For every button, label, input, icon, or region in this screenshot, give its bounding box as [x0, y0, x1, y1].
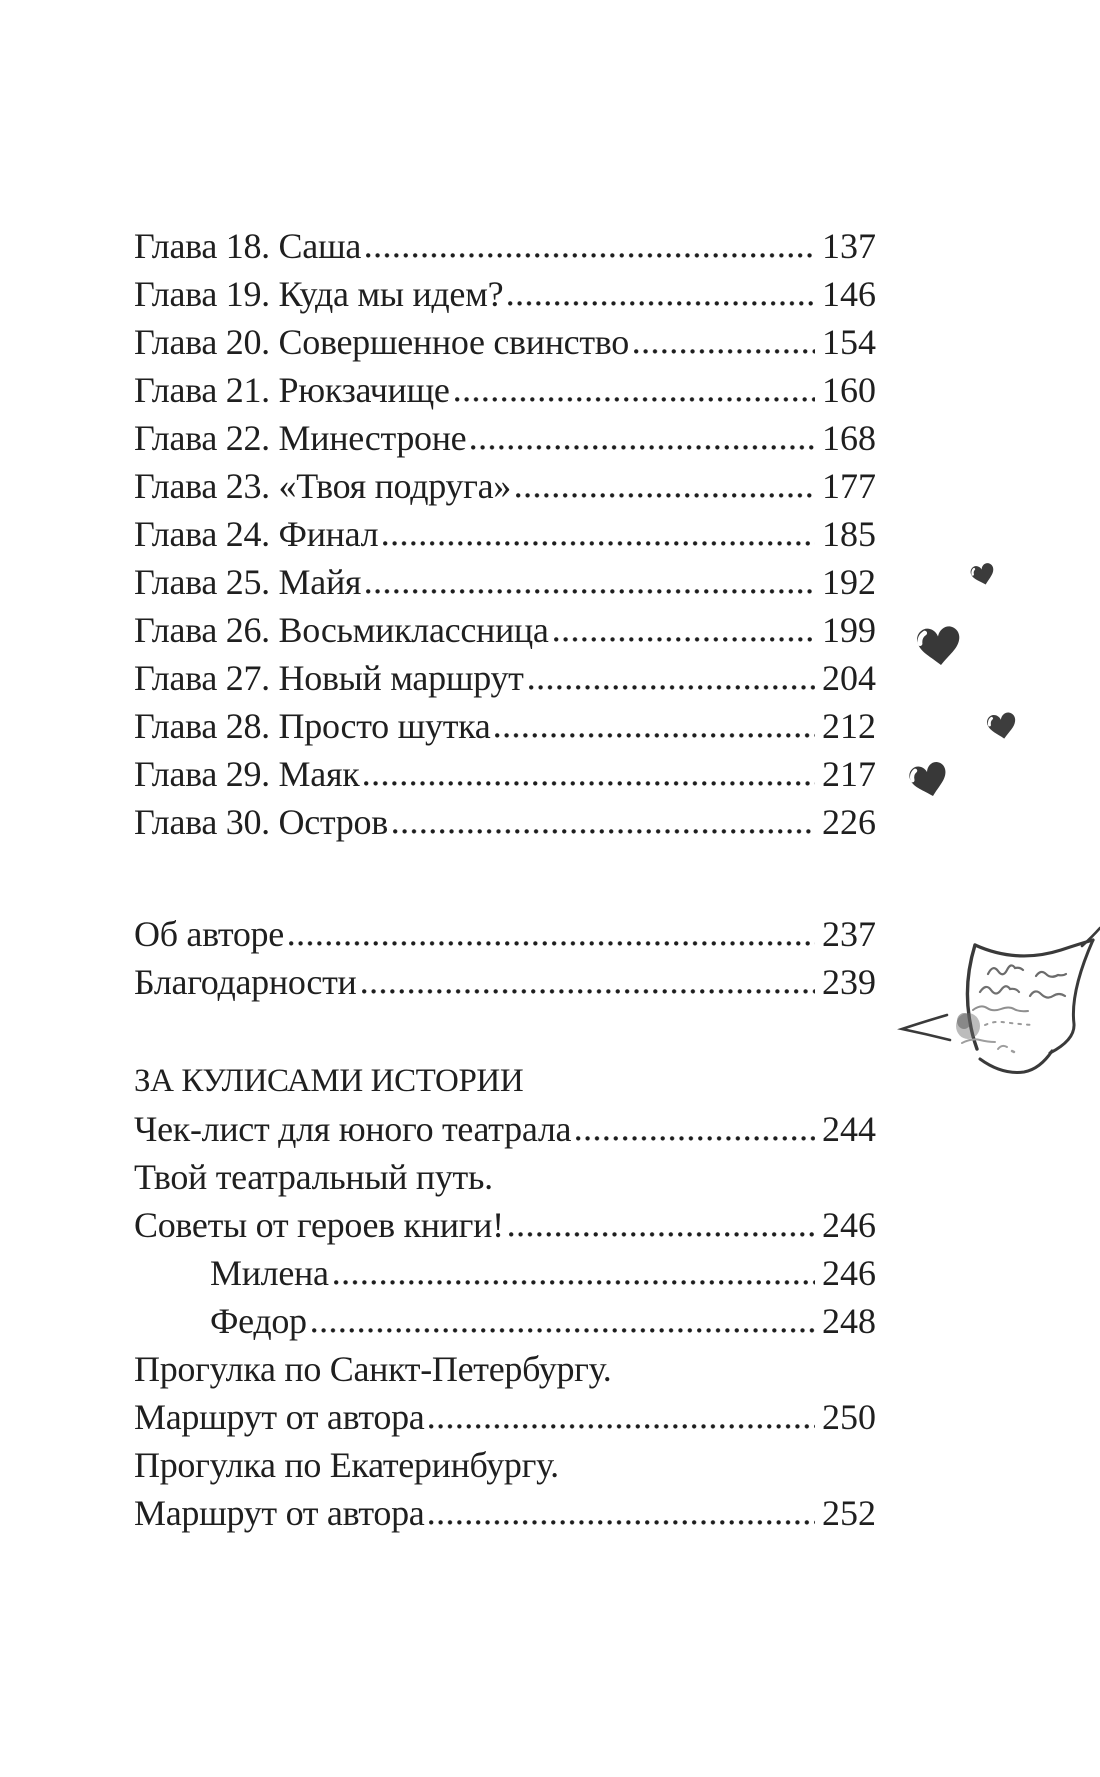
toc-entry — [134, 1105, 876, 1153]
toc-page-number: 204 — [822, 658, 876, 698]
toc-entry — [134, 958, 876, 1006]
toc-entry-label: Твой театральный путь. — [134, 1157, 493, 1197]
toc-entry-label: Федор — [210, 1301, 307, 1341]
toc-page-number: 252 — [822, 1493, 876, 1533]
toc-entry-label: Глава 20. Совершенное свинство — [134, 322, 629, 362]
heart-doodle-icon — [967, 559, 999, 590]
toc-entry — [134, 1345, 876, 1393]
toc-page-number: 177 — [822, 466, 876, 506]
toc-entry — [134, 318, 876, 366]
toc-entry-label: Маршрут от автора — [134, 1493, 425, 1533]
toc-leader-dots — [393, 829, 815, 834]
toc-entry-label: Глава 18. Саша — [134, 226, 362, 266]
toc-entry — [134, 606, 876, 654]
toc-page-number: 185 — [822, 514, 876, 554]
toc-entry-label: Советы от героев книги! — [134, 1205, 504, 1245]
toc-page-number: 212 — [822, 706, 876, 746]
toc-leader-dots — [529, 685, 815, 690]
toc-leader-dots — [366, 589, 815, 594]
toc-leader-dots — [429, 1424, 815, 1429]
toc-entry — [134, 222, 876, 270]
toc-page-number: 246 — [822, 1253, 876, 1293]
toc-entry-label: Глава 22. Минестроне — [134, 418, 467, 458]
toc-section-chapters — [134, 222, 876, 846]
toc-entry-label: Благодарности — [134, 962, 357, 1002]
toc-entry — [134, 1201, 876, 1249]
toc-page-number: 244 — [822, 1109, 876, 1149]
toc-page-number: 246 — [822, 1205, 876, 1245]
toc-entry-label: Чек-лист для юного театрала — [134, 1109, 572, 1149]
toc-entry — [134, 558, 876, 606]
toc-entry-label: Глава 26. Восьмиклассница — [134, 610, 549, 650]
toc-leader-dots — [362, 989, 815, 994]
toc-entry-label: Об авторе — [134, 914, 284, 954]
toc-leader-dots — [289, 941, 815, 946]
toc-entry — [134, 798, 876, 846]
paper-note-doodle — [878, 912, 1100, 1084]
toc-entry — [134, 1393, 876, 1441]
section-heading — [134, 1057, 876, 1105]
toc-page-number: 248 — [822, 1301, 876, 1341]
toc-leader-dots — [366, 253, 815, 258]
toc-page-number: 250 — [822, 1397, 876, 1437]
toc-entry-label: Глава 27. Новый маршрут — [134, 658, 524, 698]
toc-leader-dots — [312, 1328, 815, 1333]
toc-entry — [134, 1441, 876, 1489]
heart-doodle-icon — [903, 756, 955, 804]
toc-page-number: 168 — [822, 418, 876, 458]
toc-leader-dots — [364, 781, 815, 786]
toc-entry — [134, 510, 876, 558]
toc-section-backstage — [134, 1057, 876, 1537]
heart-doodle-icon — [913, 622, 965, 671]
toc-leader-dots — [495, 733, 815, 738]
toc-page-number: 217 — [822, 754, 876, 794]
toc-entry-label: Глава 21. Рюкзачище — [134, 370, 450, 410]
toc-entry — [134, 910, 876, 958]
toc-entry-label: Маршрут от автора — [134, 1397, 425, 1437]
toc-entry-label: Милена — [210, 1253, 329, 1293]
toc-entry — [134, 1297, 876, 1345]
toc-entry — [134, 414, 876, 462]
toc-leader-dots — [554, 637, 815, 642]
toc-leader-dots — [429, 1520, 815, 1525]
toc-entry-label: Прогулка по Санкт-Петербургу. — [134, 1349, 612, 1389]
toc-page-number: 160 — [822, 370, 876, 410]
section-heading-label: ЗА КУЛИСАМИ ИСТОРИИ — [134, 1063, 524, 1099]
toc-page-number: 239 — [822, 962, 876, 1002]
toc-leader-dots — [471, 445, 815, 450]
toc-entry-label: Глава 19. Куда мы идем? — [134, 274, 504, 314]
toc-leader-dots — [383, 541, 815, 546]
toc-entry-label: Глава 24. Финал — [134, 514, 379, 554]
toc-entry — [134, 750, 876, 798]
toc-page-number: 226 — [822, 802, 876, 842]
toc-entry-label: Глава 25. Майя — [134, 562, 362, 602]
toc-entry — [134, 270, 876, 318]
toc-leader-dots — [634, 349, 815, 354]
toc-leader-dots — [455, 397, 815, 402]
toc-entry-label: Глава 30. Остров — [134, 802, 388, 842]
toc-leader-dots — [576, 1136, 815, 1141]
toc-entry-label: Глава 28. Просто шутка — [134, 706, 491, 746]
toc-leader-dots — [509, 1232, 815, 1237]
toc-leader-dots — [516, 493, 815, 498]
toc-entry — [134, 366, 876, 414]
toc-leader-dots — [508, 301, 815, 306]
toc-entry-label: Прогулка по Екатеринбургу. — [134, 1445, 559, 1485]
toc-page-number: 237 — [822, 914, 876, 954]
toc-page-number: 146 — [822, 274, 876, 314]
toc-entry — [134, 654, 876, 702]
heart-doodle-icon — [983, 707, 1020, 744]
toc-entry — [134, 462, 876, 510]
toc-page-number: 192 — [822, 562, 876, 602]
toc-page-number: 199 — [822, 610, 876, 650]
toc-entry-label: Глава 29. Маяк — [134, 754, 360, 794]
toc-entry — [134, 1489, 876, 1537]
toc-section-extras — [134, 910, 876, 1006]
toc-entry — [134, 1249, 876, 1297]
toc-entry — [134, 702, 876, 750]
toc-leader-dots — [334, 1280, 815, 1285]
toc-entry — [134, 1153, 876, 1201]
toc-page-number: 137 — [822, 226, 876, 266]
toc-entry-label: Глава 23. «Твоя подруга» — [134, 466, 511, 506]
toc-page-number: 154 — [822, 322, 876, 362]
